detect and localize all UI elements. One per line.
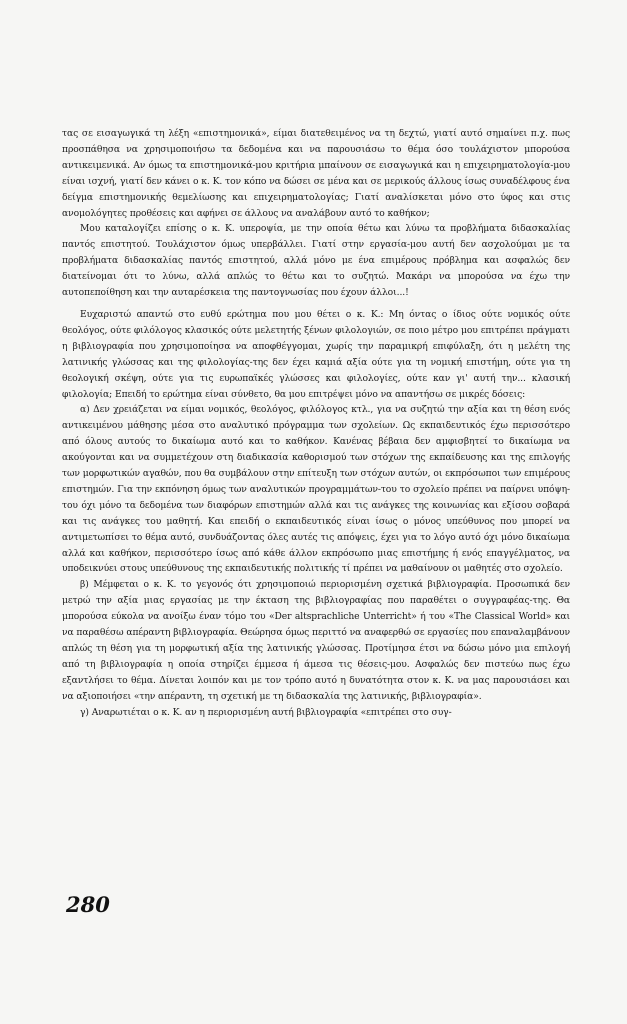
paragraph-continued: τας σε εισαγωγικά τη λέξη «επιστημονικά», είμαι διατεθειμένος να τη δεχτώ, γιατί αυτό σημαίνει π.χ. πως προσπάθησα να χρησιμοποιήσω τα δεδομένα και να παρουσιάσω το θέμα όσο τουλάχιστον μπορούσα αντικειμενικά. Αν όμως τα επιστημονικά-μου κριτήρια μπαίνουν σε εισαγωγικά και η επιχειρηματολογία-μου είναι ισχνή, γιατί δεν κάνει ο κ. Κ. τον κόπο να δώσει σε μένα και σε μερικούς άλλους ίσως συναδέλφους ένα δείγμα επιστημονικής θεμελίωσης και επιχειρηματολογίας; Γιατί αναλίσκεται μόνο στο ύφος και στις ανομολόγητες προθέσεις και αφήνει σε άλλους να αναλάβουν αυτό το καθήκον; [62,128,570,219]
page-number: 280 [66,892,110,917]
document-page [62,126,570,721]
paragraph-hyperopsia: Μου καταλογίζει επίσης ο κ. Κ. υπεροψία, με την οποία θέτω και λύνω τα προβλήματα διδασκαλίας παντός επιστητού. Τουλάχιστον όμως υπερβάλλει. Γιατί στην εργασία-μου αυτή δεν ασχολούμαι με τα προβλήματα διδασκαλίας παντός επιστητού, αλλά μόνο με ένα επιμέρους πρόβλημα και ασφαλώς δεν διατείνομαι ότι το λύνω, αλλά απλώς το θέτω και το συζητώ. Μακάρι να μπορούσα να έχω την αυτοπεποίθηση και την αυταρέσκεια της παντογνωσίας που έχουν άλλοι...! [62,223,570,299]
paragraph-point-c: γ) Αναρωτιέται ο κ. Κ. αν η περιορισμένη αυτή βιβλιογραφία «επιτρέπει στο συγ- [80,706,452,718]
paragraph-point-a: α) Δεν χρειάζεται να είμαι νομικός, θεολόγος, φιλόλογος κτλ., για να συζητώ την αξία και τη θέση ενός αντικειμένου μάθησης μέσα στο αναλυτικό πρόγραμμα των σχολείων. Ως εκπαιδευτικός έχω περισσότερο από όλους αυτούς το δικαίωμα αυτό και το καθήκον. Κανένας βέβαια δεν αμφισβητεί το δικαίωμα να ακούγονται και να συμμετέχουν στη διαδικασία καθορισμού των στόχων της εκπαίδευσης και της επιλογής των μορφωτικών αγαθών, που θα συμβάλουν στην επίτευξη των στόχων αυτών, οι εκπρόσωποι των επιμέρους επιστημών. Για την εκπόνηση όμως των αναλυτικών προγραμμάτων-του το σχολείο πρέπει να παίρνει υπόψη-του όχι μόνο τα δεδομένα των διαφόρων επιστημών αλλά και τις ανάγκες της κοινωνίας και εξίσου σοβαρά και τις ανάγκες του μαθητή. Και επειδή ο εκπαιδευτικός είναι ίσως ο μόνος υπεύθυνος που μπορεί να αντιμετωπίσει το θέμα αυτό, συνδυάζοντας όλες αυτές τις απόψεις, έχει για το λόγο αυτό όχι μόνο δικαίωμα αλλά και καθήκον, περισσότερο ίσως από κάθε άλλον εκπρόσωπο μιας επιστήμης ή ενός επαγγέλματος, να υποδεικνύει στους υπεύθυνους της εκπαιδευτικής πολιτικής τί πρέπει να μαθαίνουν οι μαθητές στο σχολείο. [62,404,570,575]
paragraph-point-b: β) Μέμφεται ο κ. Κ. το γεγονός ότι χρησιμοποιώ περιορισμένη σχετικά βιβλιογραφία. Προσωπικά δεν μετρώ την αξία μιας εργασίας με την έκταση της βιβλιογραφίας που παραθέτει ο συγγραφέας-της. Θα μπορούσα εύκολα να ανοίξω έναν τόμο του «Der altsprachliche Unterricht» ή του «The Classical World» και να παραθέσω απέραντη βιβλιογραφία. Θεώρησα όμως περιττό να αναφερθώ σε εργασίες που επαναλαμβάνουν απλώς τη θέση για τη μορφωτική αξία της λατινικής γλώσσας. Προτίμησα έτσι να δώσω μόνο μια επιλογή από τη βιβλιογραφία η οποία στηρίζει έμμεσα ή άμεσα τις θέσεις-μου. Ασφαλώς δεν πιστεύω πως έχω εξαντλήσει το θέμα. Δίνεται λοιπόν και με τον τρόπο αυτό η δυνατότητα στον κ. Κ. να μας παρουσιάσει και να αξιοποιήσει «την απέραντη, τη σχετική με τη διδασκαλία της λατινικής, βιβλιογραφία». [62,579,570,702]
paragraph-question-answer: Ευχαριστώ απαντώ στο ευθύ ερώτημα που μου θέτει ο κ. Κ.: Μη όντας ο ίδιος ούτε νομικός ούτε θεολόγος, ούτε φιλόλογος κλασικός ούτε μελετητής ξένων φιλολογιών, σε ποιο μέτρο μου επιτρέπει πράγματι η βιβλιογραφία που χρησιμοποίησα να αποφθέγγομαι, χωρίς την παραμικρή επιφύλαξη, ότι η μελέτη της λατινικής γλώσσας και της φιλολογίας-της δεν έχει καμιά αξία ούτε για τη νομική επιστήμη, ούτε για τη θεολογική σκέψη, ούτε για τις ευρωπαϊκές γλώσσες και φιλολογίες, ούτε καν γι' αυτή την... κλασική φιλολογία; Επειδή το ερώτημα είναι σύνθετο, θα μου επιτρέψει μόνο να απαντήσω σε μικρές δόσεις: [62,308,570,400]
